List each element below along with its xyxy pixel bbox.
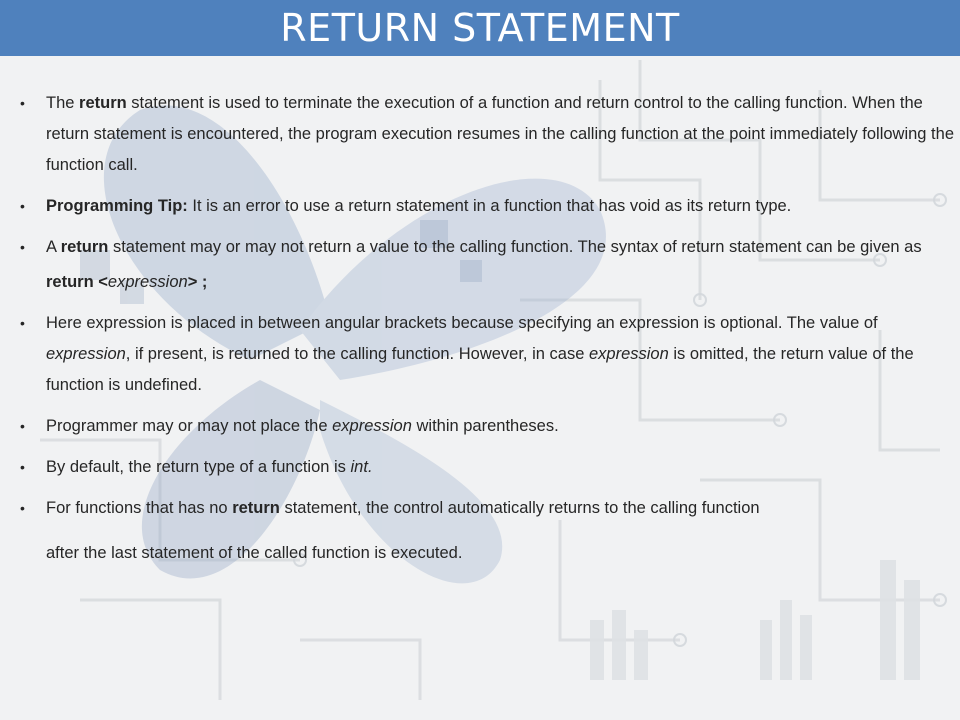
item-text: is omitted, the return value of the function is undefined. [46,345,914,394]
list-item [20,493,955,569]
slide-title: RETURN STATEMENT [280,6,680,50]
list-item [20,452,955,483]
item-bold-text: return [60,238,109,256]
list-item [20,191,955,222]
syntax-keyword: return < [46,273,108,291]
title-bar [0,0,960,56]
item-italic-text: int. [350,458,373,476]
bullet-icon: • [20,198,25,214]
item-text: after the last statement of the called function is executed. [46,544,463,562]
item-text: statement is used to terminate the execution of a function and return control to the calling function. When the return statement is encountered, the program execution resumes in the calling function at the point immediately following the function call. [46,94,954,174]
item-text: Here expression is placed in between angular brackets because specifying an expression is optional. The value of [46,314,878,332]
bullet-icon: • [20,500,25,516]
bullet-icon: • [20,418,25,434]
item-bold-text: return [79,94,127,112]
bullet-icon: • [20,95,25,111]
list-item [20,411,955,442]
list-item [20,308,955,401]
item-italic-text: expression [588,345,669,363]
item-text: statement, the control automatically returns to the calling function [279,499,760,517]
list-item [20,88,955,181]
item-bold-text: Programming Tip: [46,197,188,215]
item-text: Programmer may or may not place the [46,417,333,435]
syntax-line [20,267,955,298]
list-item [20,232,955,263]
item-italic-text: expression [46,345,126,363]
item-text: It is an error to use a return statement in a function that has void as its return type. [187,197,792,215]
item-text: The [46,94,80,112]
item-text: statement may or may not return a value to the calling function. The syntax of return statement can be given as [108,238,922,256]
bullet-icon: • [20,315,25,331]
syntax-end: > ; [187,273,208,291]
bullet-icon: • [20,459,25,475]
item-text: For functions that has no [46,499,233,517]
item-text: A [46,238,61,256]
item-text: within parentheses. [411,417,559,435]
item-text: By default, the return type of a function is [46,458,351,476]
item-italic-text: expression [332,417,412,435]
item-text: , if present, is returned to the calling function. However, in case [125,345,589,363]
bullet-icon: • [20,239,25,255]
item-bold-text: return [232,499,280,517]
bullet-list [20,88,955,579]
syntax-expression: expression [107,273,188,291]
